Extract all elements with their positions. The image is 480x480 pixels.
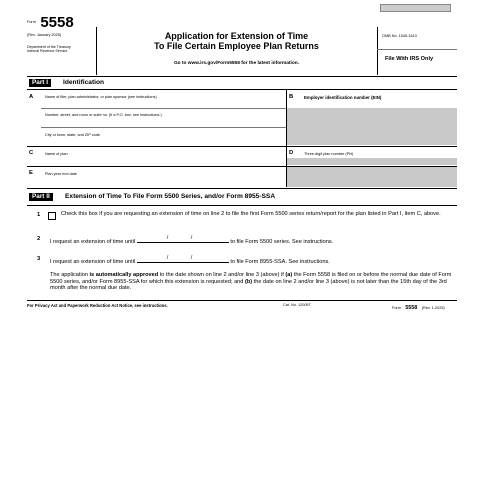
- irs-line: Internal Revenue Service: [27, 49, 68, 53]
- line-2-label: I request an extension of time until: [50, 239, 136, 245]
- first-return-checkbox[interactable]: [48, 212, 56, 220]
- footer-revision: (Rev. 1-2025): [421, 306, 445, 310]
- top-right-shaded-box: [380, 4, 451, 12]
- line-3-slash-1: /: [166, 255, 169, 261]
- approval-paragraph: [50, 272, 454, 292]
- approval-text-3: the Form 5558 is filed on or before the normal due date of Form 5500 series, and/or Form 8955-SSA for which this extension is requested; and: [50, 272, 452, 285]
- part1-top-rule: [27, 76, 457, 77]
- plan-year-end-label: Plan year end date: [45, 172, 77, 176]
- line-2-suffix: to file Form 5500 series. See instructions.: [230, 239, 334, 245]
- privacy-notice: For Privacy Act and Paperwork Reduction Act Notice, see instructions.: [27, 303, 168, 308]
- approval-b: (b): [244, 278, 253, 285]
- footer-form-id: [392, 302, 445, 311]
- page-title-line2: To File Certain Employee Plan Returns: [154, 41, 319, 51]
- line-3-date-field[interactable]: [137, 256, 229, 263]
- city-state-zip-label: City or town, state, and ZIP code: [45, 133, 101, 137]
- row-letter-c: C: [29, 150, 34, 156]
- footer-rule: [27, 300, 457, 301]
- part2-title: Extension of Time To File Form 5500 Series, and/or Form 8955-SSA: [65, 193, 276, 200]
- line-3-number: 3: [37, 256, 41, 262]
- goto-instructions: Go to www.irs.gov/Form5558 for the latest information.: [173, 61, 300, 66]
- row-a-line2: [41, 127, 286, 128]
- part1-header-rule: [27, 89, 457, 90]
- line-2-slash-1: /: [166, 235, 169, 241]
- line-3-text: [50, 256, 330, 266]
- department-line: Department of the Treasury: [27, 45, 71, 49]
- line-2-text: [50, 236, 333, 246]
- part1-title: Identification: [63, 79, 105, 86]
- approval-text-4: the date on line 2 and/or line 3 (above) is not later than the 15th day of the 3rd month after the normal due date.: [50, 278, 447, 292]
- line-2-number: 2: [37, 236, 41, 242]
- line-1-text: Check this box if you are requesting an extension of time on line 2 to file the first Form 5500 series return/report for the plan listed in Part I, item C, above.: [61, 211, 441, 217]
- form-number: 5558: [40, 14, 74, 31]
- file-with-irs: File With IRS Only: [385, 56, 434, 62]
- header-divider-right: [377, 27, 378, 75]
- line-2-slash-2: /: [190, 235, 193, 241]
- line-3-label: I request an extension of time until: [50, 259, 136, 265]
- approval-text-1: The application: [50, 272, 90, 278]
- row-e-shaded-field: [287, 167, 457, 187]
- part2-top-rule: [27, 188, 457, 189]
- plan-number-label: Three-digit plan number (PN): [304, 152, 354, 156]
- omb-number: OMB No. 1545-1610: [382, 34, 417, 38]
- omb-divider: [377, 49, 457, 50]
- approval-text-2: to the date shown on line 2 and/or line 3 (above) if: [158, 272, 286, 278]
- ein-shaded-field: [287, 108, 457, 145]
- form-prefix: Form: [27, 20, 36, 24]
- page-title-line1: Application for Extension of Time: [164, 31, 309, 41]
- line-2-date-field[interactable]: [137, 236, 229, 243]
- line-3-slash-2: /: [190, 255, 193, 261]
- footer-form-prefix: Form: [392, 306, 401, 310]
- row-letter-e: E: [29, 170, 33, 176]
- line-3-suffix: to file Form 8955-SSA. See instructions.: [230, 259, 330, 265]
- filer-name-label: Name of filer, plan administrator, or plan sponsor (see instructions): [45, 95, 157, 99]
- ein-label: Employer identification number (EIN): [304, 95, 382, 100]
- address-label: Number, street, and room or suite no. (If a P.O. box, see instructions.): [45, 113, 162, 117]
- row-a-line1: [41, 108, 286, 109]
- catalog-number: Cat. No. 12005T: [283, 303, 311, 307]
- approval-a: (a): [285, 272, 293, 278]
- footer-form-number: 5558: [405, 305, 418, 311]
- line-1-number: 1: [37, 212, 41, 218]
- plan-name-label: Name of plan: [45, 152, 68, 156]
- row-letter-d: D: [289, 150, 294, 156]
- part2-header-rule: [27, 205, 457, 206]
- row-letter-a: A: [29, 94, 34, 100]
- part1-tag: Part I: [29, 79, 51, 87]
- approval-bold: is automatically approved: [89, 272, 159, 278]
- form-identifier: [27, 14, 74, 32]
- row-letter-b: B: [289, 94, 294, 100]
- form-revision: (Rev. January 2025): [27, 33, 62, 37]
- pn-shaded-field: [287, 158, 457, 165]
- row-ab-bottom: [27, 146, 457, 147]
- part2-tag: Part II: [29, 193, 53, 201]
